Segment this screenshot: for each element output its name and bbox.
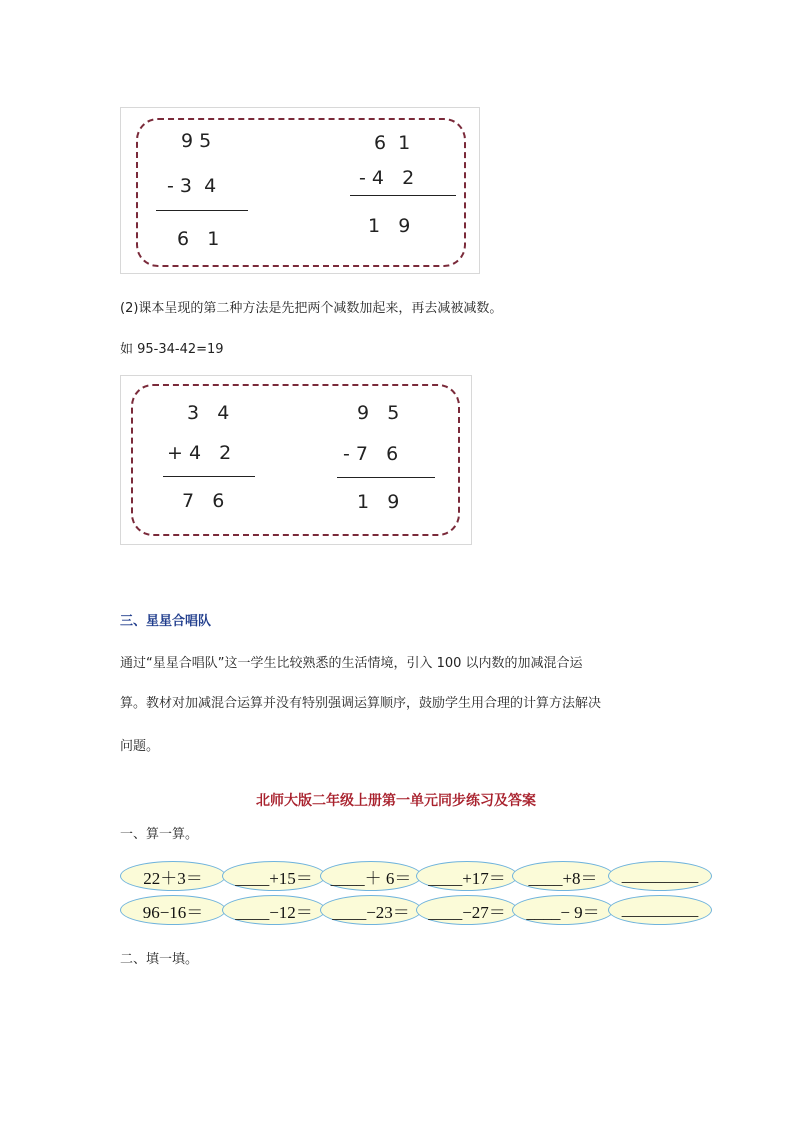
right-result: 1 9 [368, 215, 411, 237]
calc-text: ____−27＝ [428, 902, 506, 922]
part-2-title: 二、填一填。 [120, 952, 199, 967]
calc-oval [120, 895, 226, 925]
section-3-line-1: 通过“星星合唱队”这一学生比较熟悉的生活情境，引入 100 以内数的加减混合运 [120, 656, 583, 671]
calc-text: 96−16＝ [142, 902, 204, 922]
calc-text: ____− 9＝ [526, 902, 600, 922]
calc-text: ____+17＝ [428, 868, 506, 888]
calc-text: 22＋3＝ [143, 868, 203, 888]
example-equation: 如 95-34-42=19 [120, 342, 224, 357]
section-3-heading: 三、星星合唱队 [120, 614, 212, 629]
section-3-line-2: 算。教材对加减混合运算并没有特别强调运算顺序，鼓励学生用合理的计算方法解决 [120, 696, 602, 711]
left-addend-1: 3 4 [187, 402, 230, 424]
calc-oval [608, 895, 712, 925]
calc-text: _________ [621, 900, 699, 919]
right-minuend: 9 5 [357, 402, 400, 424]
left-result-line [156, 210, 248, 211]
vertical-addition-subtraction-figure-2 [120, 375, 472, 545]
calc-text: ____+8＝ [528, 868, 598, 888]
section-3-line-3: 问题。 [120, 739, 160, 754]
calc-oval [320, 861, 422, 891]
exercise-title: 北师大版二年级上册第一单元同步练习及答案 [256, 793, 536, 809]
calc-oval [512, 861, 614, 891]
left-subtrahend: - 3 4 [167, 175, 217, 197]
calc-text: _________ [621, 866, 699, 885]
left-sum: 7 6 [182, 490, 225, 512]
right-result-line [337, 477, 435, 478]
calc-oval [120, 861, 226, 891]
calc-text: ____−23＝ [332, 902, 410, 922]
calc-oval [608, 861, 712, 891]
right-subtrahend: - 4 2 [359, 167, 415, 189]
calc-oval [320, 895, 422, 925]
right-result-line [350, 195, 456, 196]
left-result: 6 1 [177, 228, 220, 250]
calc-text: ____＋ 6＝ [330, 868, 412, 888]
calc-text: ____+15＝ [235, 868, 313, 888]
left-result-line [163, 476, 255, 477]
calc-oval [512, 895, 614, 925]
right-subtrahend: - 7 6 [343, 443, 399, 465]
calc-text: ____−12＝ [235, 902, 313, 922]
paragraph-method-2: (2)课本呈现的第二种方法是先把两个减数加起来，再去减被减数。 [120, 301, 503, 316]
part-1-title: 一、算一算。 [120, 827, 199, 842]
right-result: 1 9 [357, 491, 400, 513]
calc-oval [416, 861, 518, 891]
calc-oval [222, 895, 326, 925]
left-addend-2: + 4 2 [167, 442, 232, 464]
left-minuend: 9 5 [181, 130, 212, 152]
calc-oval [416, 895, 518, 925]
calc-oval [222, 861, 326, 891]
right-minuend: 6 1 [374, 132, 411, 154]
vertical-subtraction-figure-1 [120, 107, 480, 274]
